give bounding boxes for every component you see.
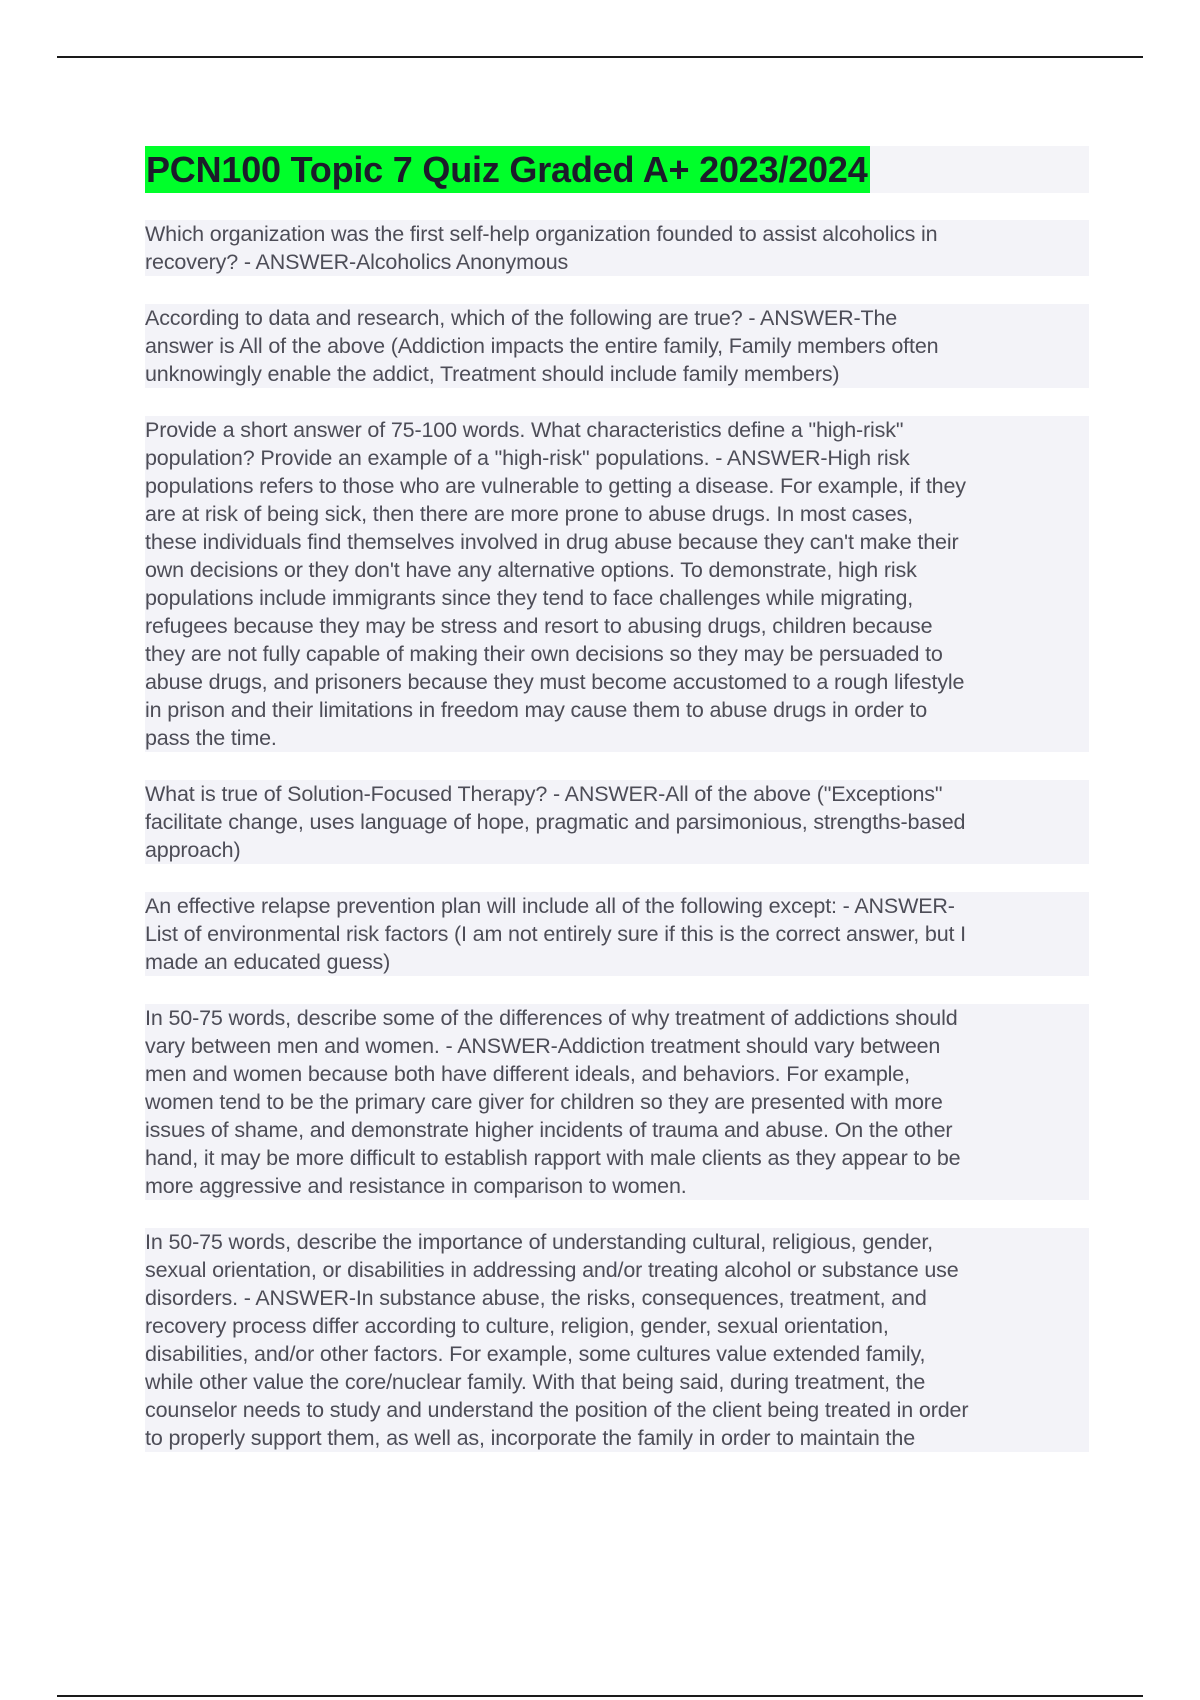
qa-line: more aggressive and resistance in comparison to women. xyxy=(145,1174,687,1198)
header-rule xyxy=(57,56,1143,58)
qa-entry xyxy=(145,416,1089,752)
qa-line: List of environmental risk factors (I am not entirely sure if this is the correct answer, but I xyxy=(145,922,966,946)
qa-line: Which organization was the first self-help organization founded to assist alcoholics in xyxy=(145,222,938,246)
qa-line: women tend to be the primary care giver for children so they are presented with more xyxy=(145,1090,943,1114)
qa-list xyxy=(145,220,1089,1452)
qa-entry xyxy=(145,1228,1089,1452)
qa-line: men and women because both have different ideals, and behaviors. For example, xyxy=(145,1062,910,1086)
qa-line: refugees because they may be stress and resort to abusing drugs, children because xyxy=(145,614,933,638)
qa-line: unknowingly enable the addict, Treatment should include family members) xyxy=(145,362,840,386)
qa-line: while other value the core/nuclear family. With that being said, during treatment, the xyxy=(145,1370,926,1394)
qa-line: In 50-75 words, describe the importance of understanding cultural, religious, gender, xyxy=(145,1230,933,1254)
qa-line: abuse drugs, and prisoners because they must become accustomed to a rough lifestyle xyxy=(145,670,965,694)
qa-line: pass the time. xyxy=(145,726,277,750)
qa-line: What is true of Solution-Focused Therapy? - ANSWER-All of the above ("Exceptions" xyxy=(145,782,943,806)
qa-line: own decisions or they don't have any alternative options. To demonstrate, high risk xyxy=(145,558,917,582)
qa-line: population? Provide an example of a "high-risk" populations. - ANSWER-High risk xyxy=(145,446,910,470)
qa-line: populations include immigrants since they tend to face challenges while migrating, xyxy=(145,586,914,610)
qa-entry xyxy=(145,1004,1089,1200)
title-band xyxy=(145,146,1089,193)
qa-line: hand, it may be more difficult to establish rapport with male clients as they appear to be xyxy=(145,1146,961,1170)
qa-line: recovery process differ according to culture, religion, gender, sexual orientation, xyxy=(145,1314,889,1338)
qa-line: populations refers to those who are vulnerable to getting a disease. For example, if they xyxy=(145,474,966,498)
qa-line: Provide a short answer of 75-100 words. What characteristics define a "high-risk" xyxy=(145,418,904,442)
qa-entry xyxy=(145,220,1089,276)
qa-line: disabilities, and/or other factors. For example, some cultures value extended family, xyxy=(145,1342,926,1366)
qa-line: facilitate change, uses language of hope, pragmatic and parsimonious, strengths-based xyxy=(145,810,966,834)
qa-line: An effective relapse prevention plan will include all of the following except: - ANSWER- xyxy=(145,894,955,918)
qa-line: recovery? - ANSWER-Alcoholics Anonymous xyxy=(145,250,569,274)
qa-line: made an educated guess) xyxy=(145,950,391,974)
qa-line: counselor needs to study and understand the position of the client being treated in order xyxy=(145,1398,969,1422)
qa-line: in prison and their limitations in freedom may cause them to abuse drugs in order to xyxy=(145,698,928,722)
qa-line: they are not fully capable of making their own decisions so they may be persuaded to xyxy=(145,642,943,666)
qa-line: disorders. - ANSWER-In substance abuse, the risks, consequences, treatment, and xyxy=(145,1286,927,1310)
qa-line: In 50-75 words, describe some of the differences of why treatment of addictions should xyxy=(145,1006,958,1030)
qa-line: these individuals find themselves involved in drug abuse because they can't make their xyxy=(145,530,959,554)
document-body xyxy=(145,146,1089,1452)
qa-line: sexual orientation, or disabilities in addressing and/or treating alcohol or substance use xyxy=(145,1258,959,1282)
qa-entry xyxy=(145,780,1089,864)
document-title: PCN100 Topic 7 Quiz Graded A+ 2023/2024 xyxy=(145,146,870,193)
footer-rule xyxy=(57,1695,1143,1697)
qa-line: According to data and research, which of the following are true? - ANSWER-The xyxy=(145,306,898,330)
qa-line: approach) xyxy=(145,838,241,862)
qa-line: answer is All of the above (Addiction impacts the entire family, Family members often xyxy=(145,334,939,358)
qa-entry xyxy=(145,304,1089,388)
qa-line: are at risk of being sick, then there are more prone to abuse drugs. In most cases, xyxy=(145,502,913,526)
qa-line: to properly support them, as well as, incorporate the family in order to maintain the xyxy=(145,1426,915,1450)
qa-line: issues of shame, and demonstrate higher incidents of trauma and abuse. On the other xyxy=(145,1118,953,1142)
qa-entry xyxy=(145,892,1089,976)
qa-line: vary between men and women. - ANSWER-Addiction treatment should vary between xyxy=(145,1034,941,1058)
